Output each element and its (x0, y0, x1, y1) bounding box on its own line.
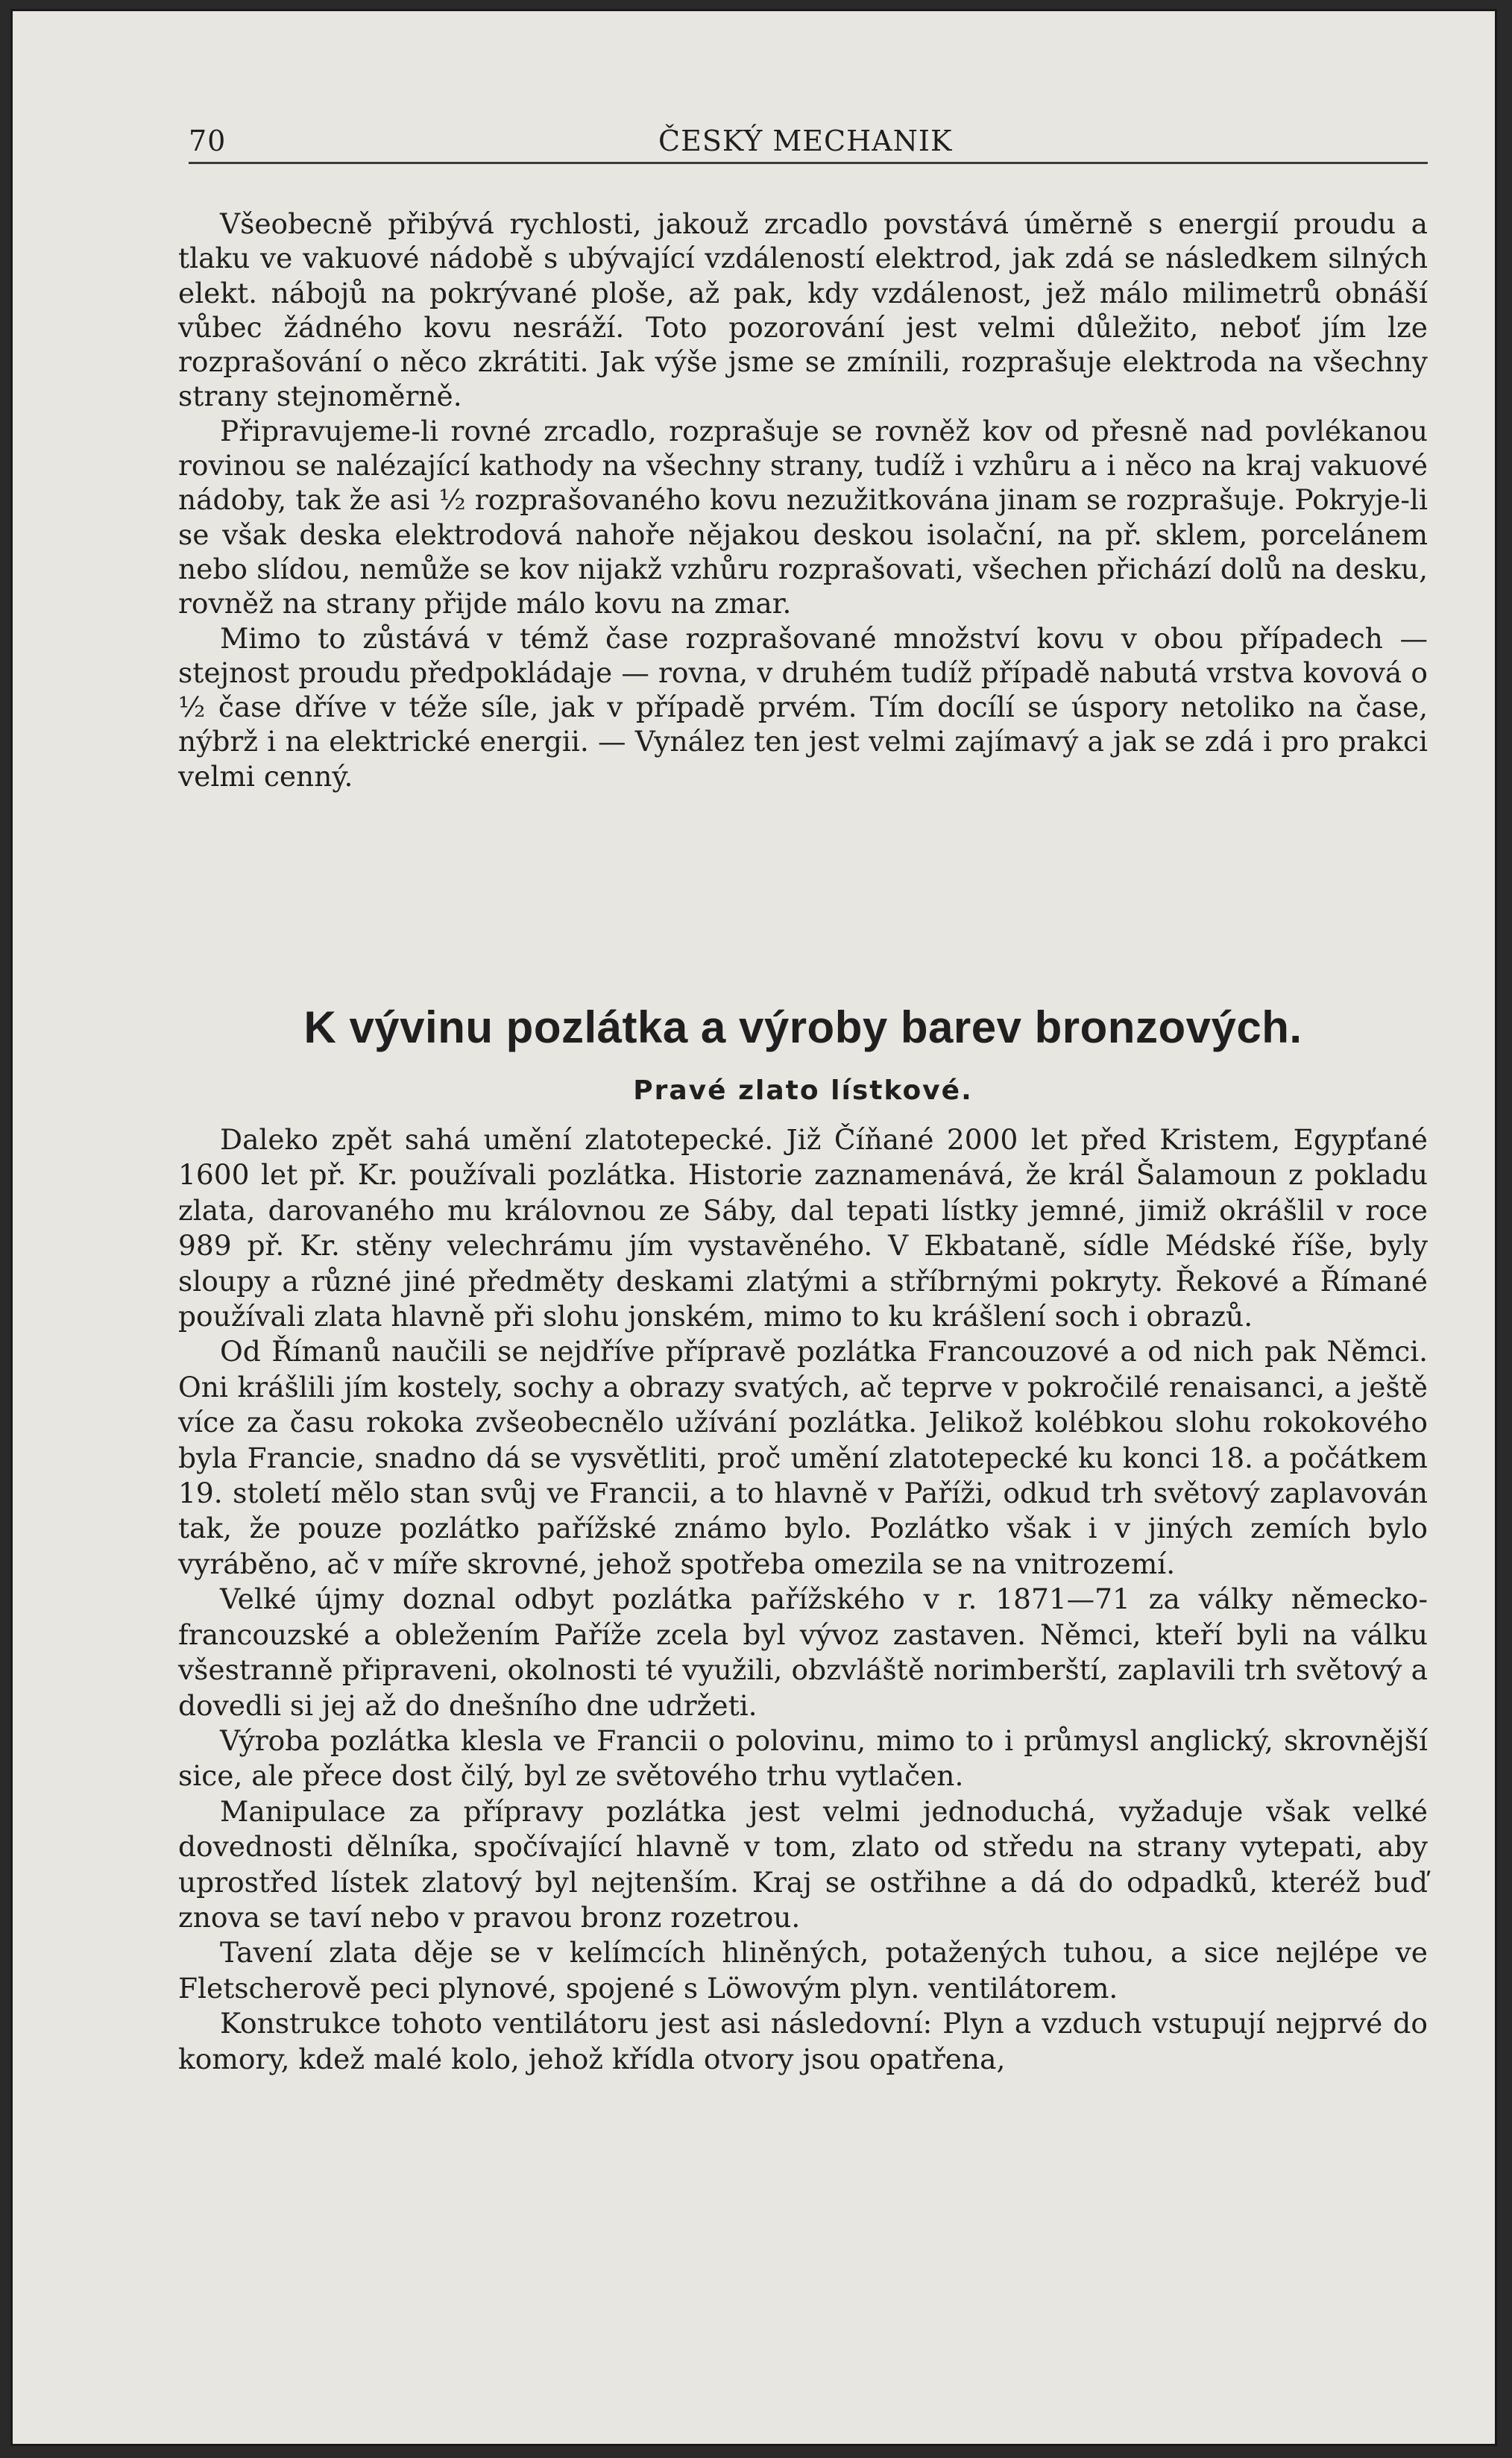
paragraph: Velké újmy doznal odbyt pozlátka pařížského v r. 1871—71 za války německo-francouzské a obležením Paříže zcela byl vývoz zastaven. Němci, kteří byli na válku všestranně připraveni, okolnosti té využili, obzvláště norimberští, zaplavili trh světový a dovedli si jej až do dnešního dne udržeti. (178, 1582, 1428, 1722)
running-title: ČESKÝ MECHANIK (658, 125, 953, 157)
paragraph: Od Římanů naučili se nejdříve přípravě pozlátka Francouzové a od nich pak Němci. Oni krášlili jím kostely, sochy a obrazy svatých, ač teprve v pokročilé renaisanci, a ještě více za času rokoka zvšeobecnělo užívání pozlátka. Jelikož kolébkou slohu rokokového byla Francie, snadno dá se vysvětliti, proč umění zlatotepecké ku konci 18. a počátkem 19. století mělo stan svůj ve Francii, a to hlavně v Paříži, odkud trh světový zaplavován tak, že pouze pozlátko pařížské známo bylo. Pozlátko však i v jiných zemích bylo vyráběno, ač v míře skrovné, jehož spotřeba omezila se na vnitrozemí. (178, 1335, 1428, 1580)
page-number: 70 (189, 125, 227, 157)
header-rule (189, 162, 1428, 164)
paragraph: Daleko zpět sahá umění zlatotepecké. Již Číňané 2000 let před Kristem, Egypťané 1600 let př. Kr. používali pozlátka. Historie zaznamenává, že král Šalamoun z pokladu zlata, darovaného mu královnou ze Sáby, dal tepati lístky jemné, jimiž okrášlil v roce 989 př. Kr. stěny velechrámu jím vystavěného. V Ekbataně, sídle Médské říše, byly sloupy a různé jiné předměty deskami zlatými a stříbrnými pokryty. Řekové a Římané používali zlata hlavně při slohu jonském, mimo to ku krášlení soch i obrazů. (178, 1123, 1428, 1333)
previous-article-text (178, 207, 1428, 793)
article-subtitle: Pravé zlato lístkové. (633, 1075, 973, 1106)
paragraph: Mimo to zůstává v témž čase rozprašované množství kovu v obou případech — stejnost proudu předpokládaje — rovna, v druhém tudíž případě nabutá vrstva kovová o ½ čase dříve v téže síle, jak v případě prvém. Tím docílí se úspory netoliko na čase, nýbrž i na elektrické energii. — Vynález ten jest velmi zajímavý a jak se zdá i pro prakci velmi cenný. (178, 621, 1428, 793)
scanned-page (10, 9, 1497, 2446)
paragraph: Výroba pozlátka klesla ve Francii o polovinu, mimo to i průmysl anglický, skrovnější sice, ale přece dost čilý, byl ze světového trhu vytlačen. (178, 1723, 1428, 1793)
paragraph: Připravujeme-li rovné zrcadlo, rozprašuje se rovněž kov od přesně nad povlékanou rovinou se nalézající kathody na všechny strany, tudíž i vzhůru a i něco na kraj vakuové nádoby, tak že asi ½ rozprašovaného kovu nezužitkována jinam se rozprašuje. Pokryje-li se však deska elektrodová nahoře nějakou deskou isolační, na př. sklem, porcelánem nebo slídou, nemůže se kov nijakž vzhůru rozprašovati, všechen přichází dolů na desku, rovněž na strany přijde málo kovu na zmar. (178, 414, 1428, 620)
paragraph: Konstrukce tohoto ventilátoru jest asi následovní: Plyn a vzduch vstupují nejprvé do komory, kdež malé kolo, jehož křídla otvory jsou opatřena, (178, 2007, 1428, 2075)
paragraph: Všeobecně přibývá rychlosti, jakouž zrcadlo povstává úměrně s energií proudu a tlaku ve vakuové nádobě s ubývající vzdáleností elektrod, jak zdá se následkem silných elekt. nábojů na pokrývané ploše, až pak, kdy vzdálenost, jež málo milimetrů obnáší vůbec žádného kovu nesráží. Toto pozorování jest velmi důležito, neboť jím lze rozprašování o něco zkrátiti. Jak výše jsme se zmínili, rozprašuje elektroda na všechny strany stejnoměrně. (178, 207, 1428, 413)
paragraph: Tavení zlata děje se v kelímcích hliněných, potažených tuhou, a sice nejlépe ve Fletscherově peci plynové, spojené s Löwovým plyn. ventilátorem. (178, 1936, 1428, 2005)
article-text (178, 1122, 1428, 2077)
article-title: K vývinu pozlátka a výroby barev bronzových. (303, 1002, 1302, 1052)
paragraph: Manipulace za přípravy pozlátka jest velmi jednoduchá, vyžaduje však velké dovednosti dělníka, spočívající hlavně v tom, zlato od středu na strany vytepati, aby uprostřed lístek zlatový byl nejtenším. Kraj se ostřihne a dá do odpadků, kteréž buď znova se taví nebo v pravou bronz rozetrou. (178, 1794, 1428, 1934)
page-header (189, 125, 1428, 166)
